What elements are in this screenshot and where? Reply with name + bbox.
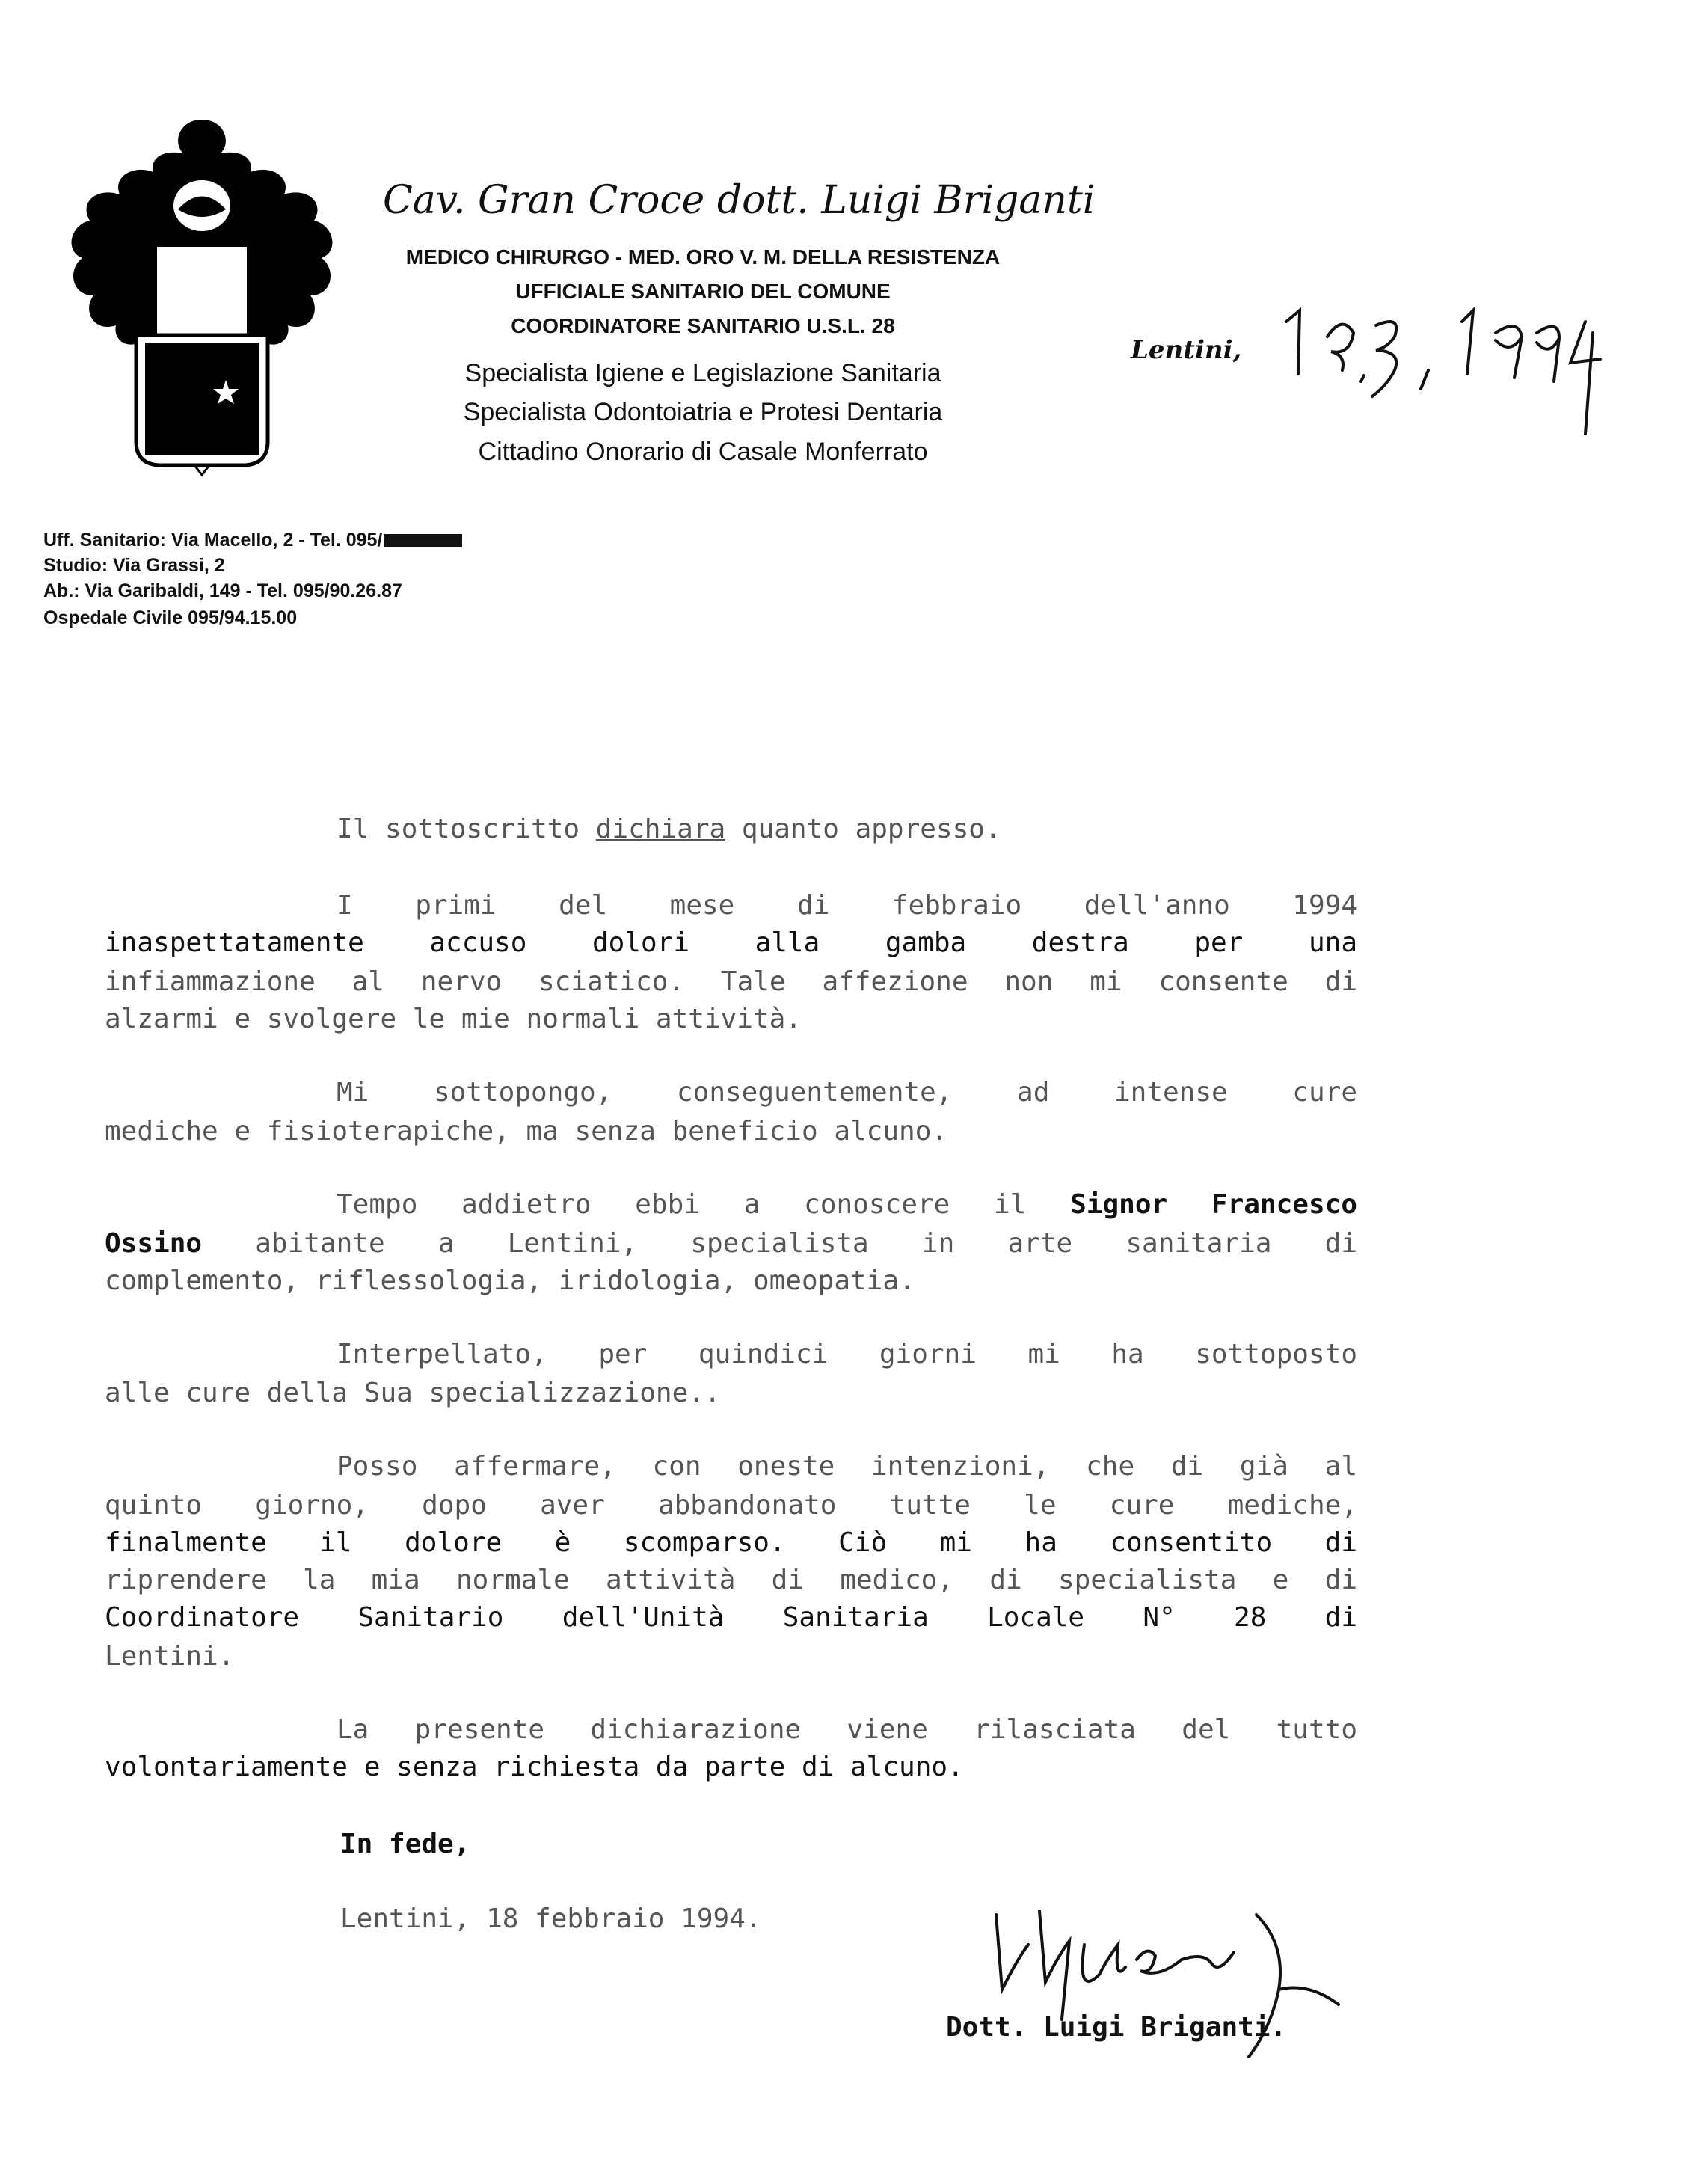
paragraph-line: Interpellato, per quindici giorni mi ha sottoposto: [337, 1339, 1357, 1369]
paragraph-line: Posso affermare, con oneste intenzioni, che di già al: [337, 1451, 1357, 1482]
paragraph-line: Coordinatore Sanitario dell'Unità Sanitaria Locale N° 28 di: [105, 1602, 1357, 1633]
handwritten-date: [1271, 292, 1615, 441]
letter-date-line: Lentini, 18 febbraio 1994.: [340, 1904, 762, 1934]
paragraph-line: alle cure della Sua specializzazione..: [105, 1378, 721, 1408]
paragraph-line: finalmente il dolore è scomparso. Ciò mi ha consentito di: [105, 1527, 1357, 1558]
address-line: Ospedale Civile 095/94.15.00: [43, 607, 298, 628]
letterhead-specialty-2: Specialista Odontoiatria e Protesi Dentaria: [463, 398, 943, 426]
address-line: Ab.: Via Garibaldi, 149 - Tel. 095/90.26.87: [43, 580, 402, 601]
paragraph-line: complemento, riflessologia, iridologia, omeopatia.: [105, 1266, 915, 1296]
address-line: Uff. Sanitario: Via Macello, 2 - Tel. 095/: [43, 530, 462, 551]
letterhead-name: Cav. Gran Croce dott. Luigi Briganti: [383, 178, 1096, 223]
closing-line: In fede,: [340, 1829, 470, 1859]
paragraph-line: inaspettatamente accuso dolori alla gamba destra per una: [105, 927, 1357, 958]
paragraph-line: riprendere la mia normale attività di medico, di specialista e di: [105, 1565, 1357, 1595]
paragraph-line: Mi sottopongo, conseguentemente, ad intense cure: [337, 1077, 1357, 1108]
paragraph-line: Ossino abitante a Lentini, specialista in arte sanitaria di: [105, 1228, 1357, 1259]
paragraph-line: volontariamente e senza richiesta da parte di alcuno.: [105, 1752, 964, 1782]
letterhead-line-1: MEDICO CHIRURGO - MED. ORO V. M. DELLA RESISTENZA: [405, 245, 1001, 269]
letterhead-line-3: COORDINATORE SANITARIO U.S.L. 28: [511, 314, 895, 337]
coat-of-arms-logo: [52, 112, 351, 479]
letterhead-specialty-3: Cittadino Onorario di Casale Monferrato: [478, 438, 928, 466]
place-label: Lentini,: [1131, 335, 1242, 365]
paragraph-line: quinto giorno, dopo aver abbandonato tutte le cure mediche,: [105, 1490, 1357, 1521]
opening-line: Il sottoscritto dichiara quanto appresso.: [337, 814, 1001, 844]
redacted-phone-scribble: [384, 534, 462, 547]
paragraph-line: Tempo addietro ebbi a conoscere il Signor Francesco: [337, 1189, 1357, 1220]
paragraph-line: Lentini.: [105, 1641, 235, 1672]
letterhead-line-2: UFFICIALE SANITARIO DEL COMUNE: [515, 280, 891, 303]
paragraph-line: I primi del mese di febbraio dell'anno 1994: [337, 890, 1357, 921]
address-line: Studio: Via Grassi, 2: [43, 555, 225, 576]
paragraph-line: alzarmi e svolgere le mie normali attività.: [105, 1004, 802, 1034]
paragraph-line: mediche e fisioterapiche, ma senza beneficio alcuno.: [105, 1116, 948, 1147]
letterhead-specialty-1: Specialista Igiene e Legislazione Sanitaria: [464, 359, 941, 387]
paragraph-line: La presente dichiarazione viene rilasciata del tutto: [337, 1714, 1357, 1745]
paragraph-line: infiammazione al nervo sciatico. Tale affezione non mi consente di: [105, 966, 1357, 997]
signatory-name: Dott. Luigi Briganti.: [946, 2012, 1287, 2043]
